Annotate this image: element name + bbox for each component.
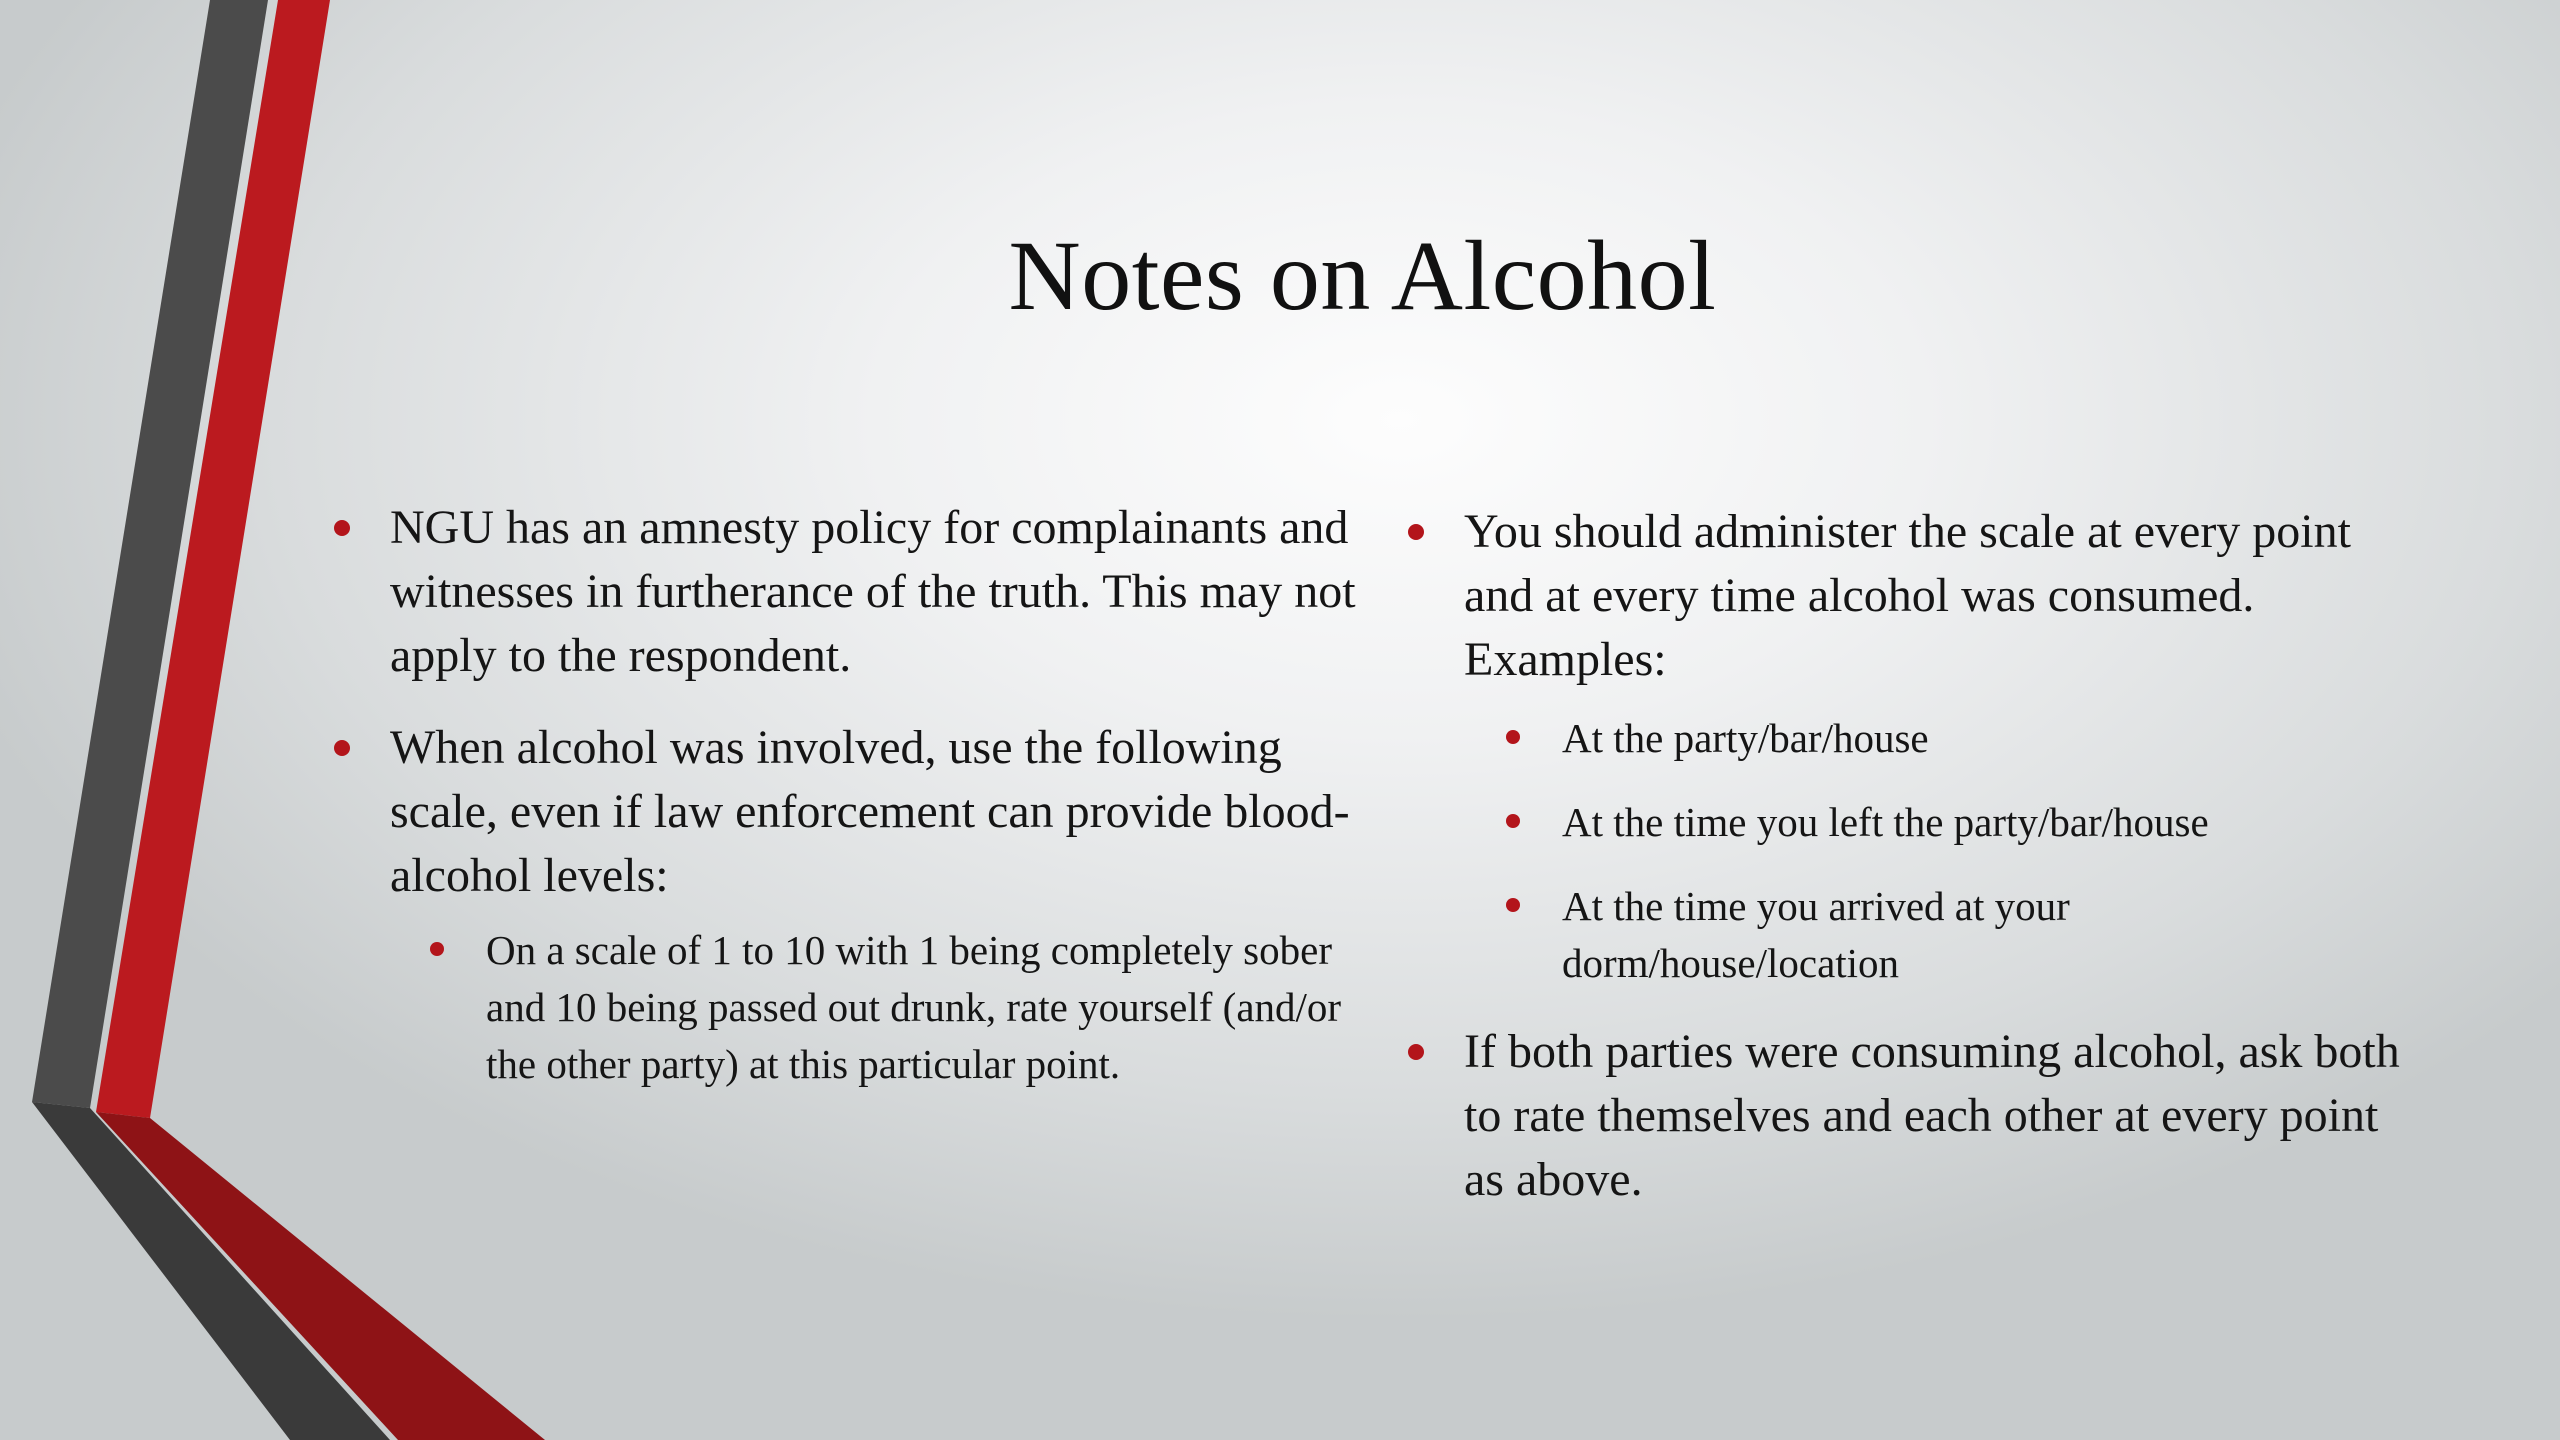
sub-list-item xyxy=(1498,878,2410,992)
bullet-icon xyxy=(430,942,444,956)
left-bullet-list xyxy=(326,496,1356,1093)
sub-bullet-list xyxy=(1498,710,2410,992)
bullet-icon xyxy=(1506,814,1520,828)
sub-list-item xyxy=(1498,794,2410,851)
slide-title: Notes on Alcohol xyxy=(1008,220,1717,331)
right-column xyxy=(1400,500,2410,1240)
list-item xyxy=(326,716,1356,1093)
list-item xyxy=(1400,1020,2410,1212)
sub-bullet-text: On a scale of 1 to 10 with 1 being completely sober and 10 being passed out drunk, rate yourself (and/or the other party) at this particular point. xyxy=(486,927,1342,1087)
sub-bullet-text: At the time you left the party/bar/house xyxy=(1562,799,2209,845)
sub-list-item xyxy=(422,922,1356,1093)
bullet-icon xyxy=(334,740,350,756)
bullet-text: NGU has an amnesty policy for complainants and witnesses in furtherance of the truth. This may not apply to the respondent. xyxy=(390,501,1356,682)
left-column xyxy=(326,496,1356,1121)
sub-list-item xyxy=(1498,710,2410,767)
list-item xyxy=(1400,500,2410,992)
list-item xyxy=(326,496,1356,688)
right-bullet-list xyxy=(1400,500,2410,1212)
bullet-icon xyxy=(1408,1044,1424,1060)
bullet-icon xyxy=(1506,898,1520,912)
bullet-icon xyxy=(334,520,350,536)
bullet-icon xyxy=(1408,524,1424,540)
sub-bullet-list xyxy=(422,922,1356,1093)
bullet-text: You should administer the scale at every point and at every time alcohol was consumed. Examples: xyxy=(1464,505,2351,686)
bullet-text: When alcohol was involved, use the following scale, even if law enforcement can provide blood-alcohol levels: xyxy=(390,721,1350,902)
sub-bullet-text: At the party/bar/house xyxy=(1562,715,1929,761)
sub-bullet-text: At the time you arrived at your dorm/house/location xyxy=(1562,883,2070,986)
bullet-text: If both parties were consuming alcohol, ask both to rate themselves and each other at every point as above. xyxy=(1464,1025,2400,1206)
bullet-icon xyxy=(1506,730,1520,744)
